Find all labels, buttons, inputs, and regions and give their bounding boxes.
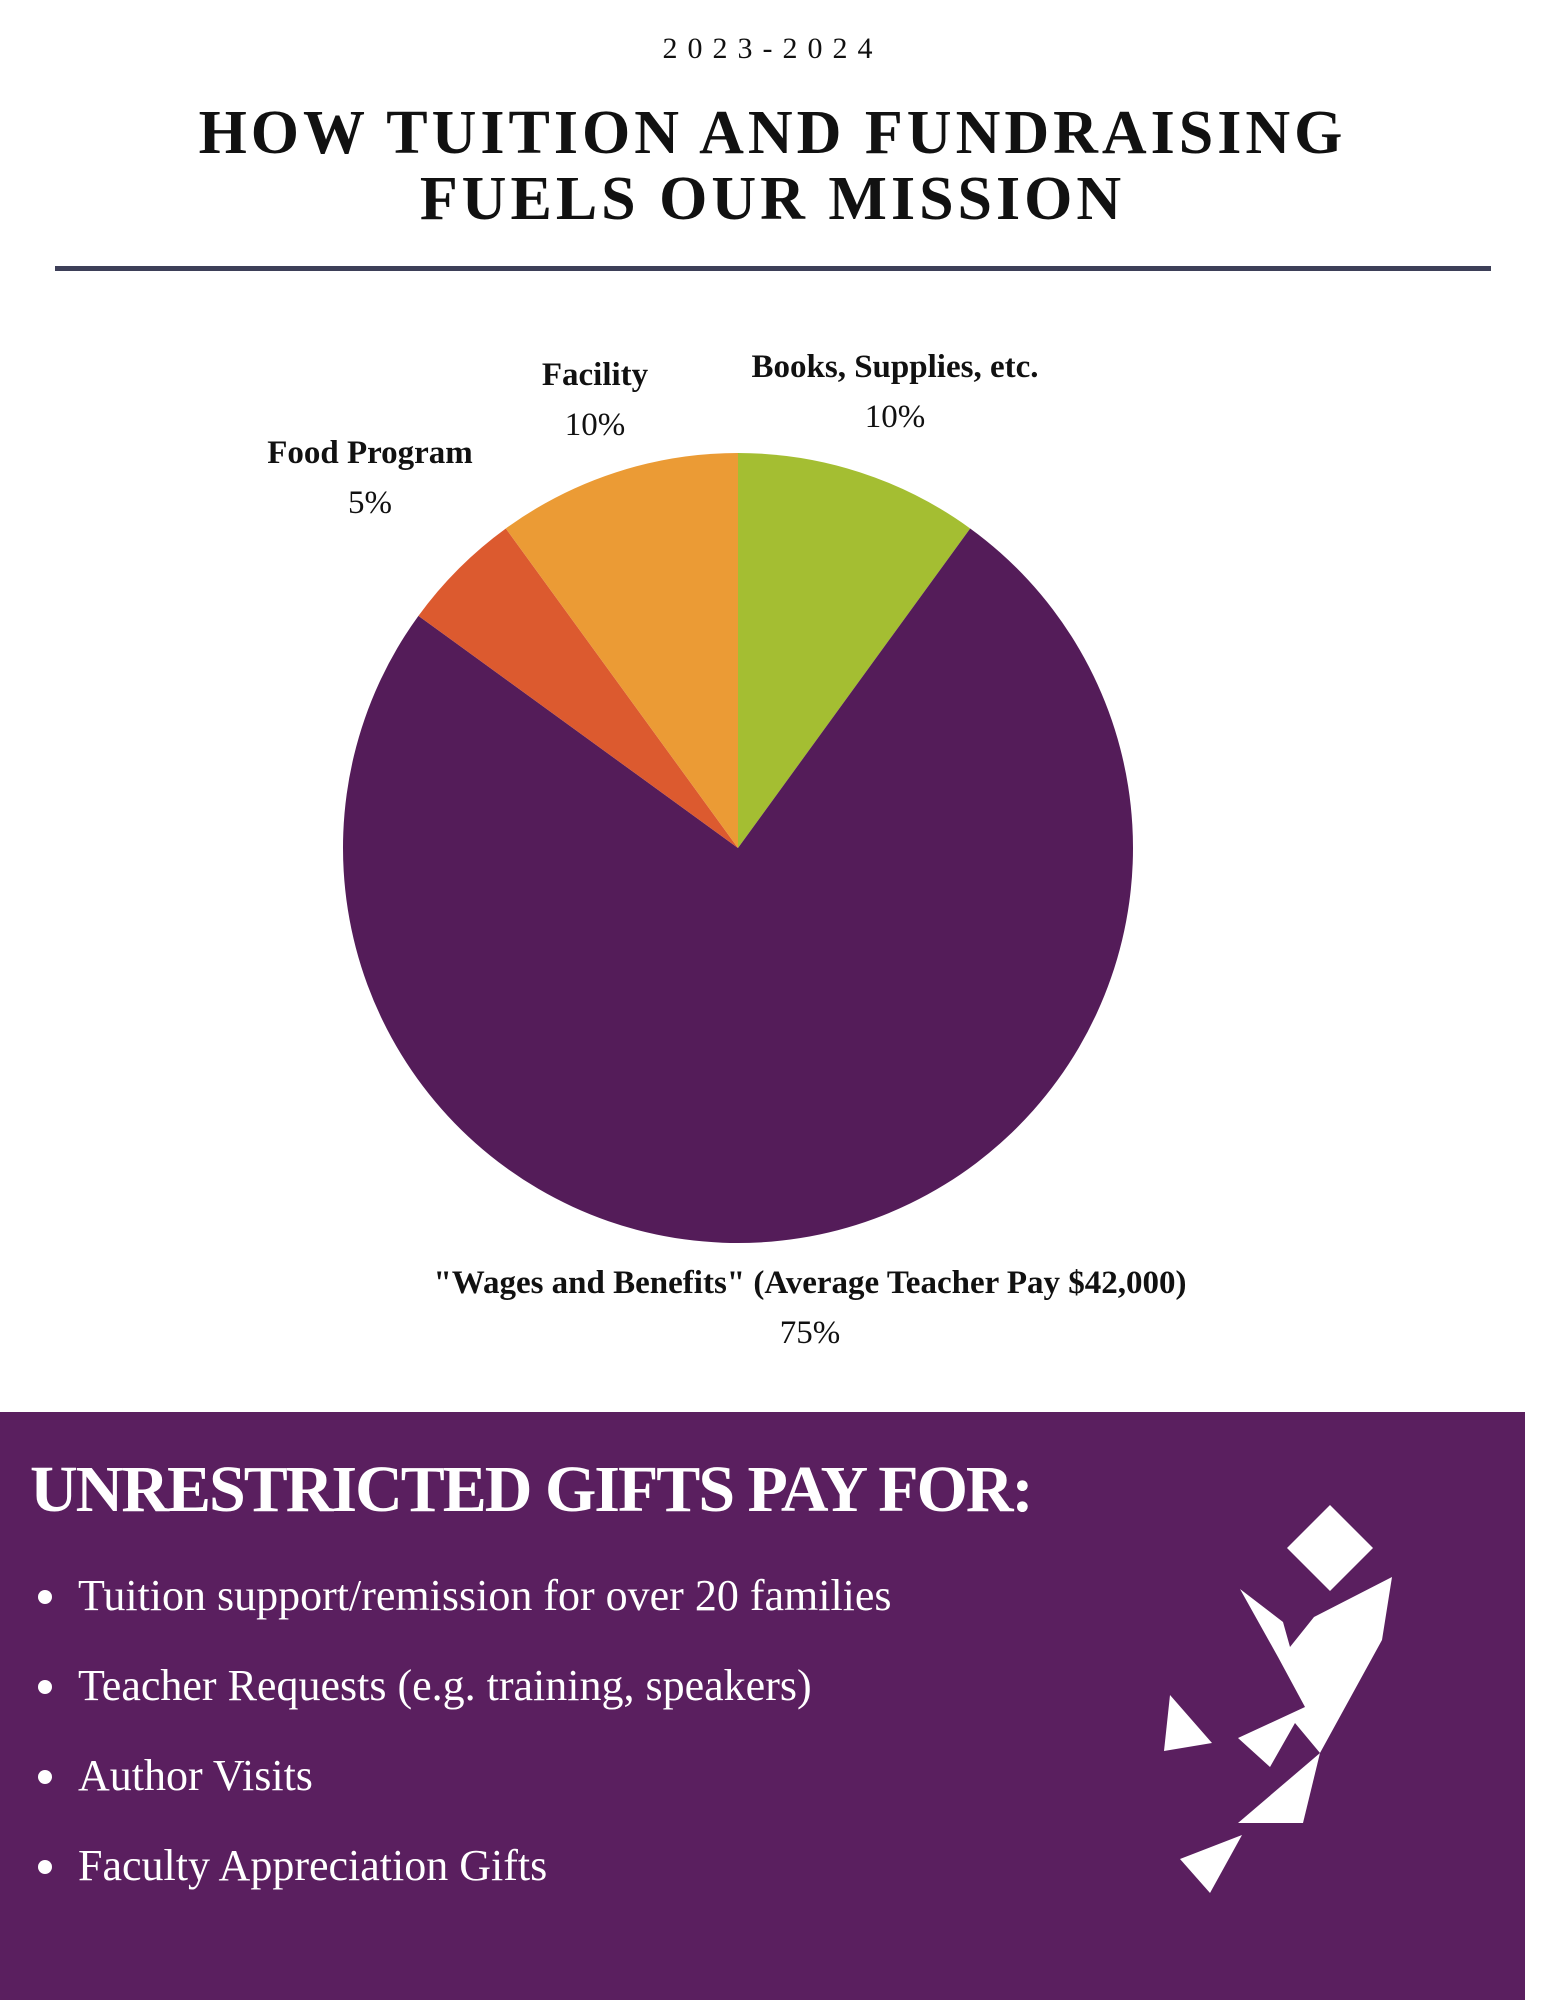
pie-label-wages-pct: 75%: [779, 1315, 841, 1351]
logo-head-diamond: [1287, 1505, 1373, 1591]
gift-item: [30, 1742, 892, 1832]
gift-item: [30, 1832, 892, 1922]
pie-label-food-name: Food Program: [267, 435, 473, 471]
pie-label-facility-name: Facility: [541, 357, 649, 393]
pie-label-facility-pct: 10%: [564, 407, 626, 443]
year-label: 2023-2024: [662, 32, 883, 65]
pie-label-books: [705, 342, 1085, 442]
gift-item-text: Tuition support/remission for over 20 families: [78, 1571, 892, 1620]
pie-label-facility: [520, 350, 670, 450]
pie-label-food-pct: 5%: [348, 485, 392, 521]
logo-hand-triangle: [1164, 1695, 1212, 1751]
logo-torso: [1238, 1577, 1392, 1767]
pie-label-books-pct: 10%: [864, 399, 926, 435]
pie-label-wages-name: "Wages and Benefits" (Average Teacher Pay $42,000): [433, 1265, 1187, 1301]
title-line-2: FUELS OUR MISSION: [419, 165, 1126, 233]
logo-foot-triangle: [1180, 1835, 1242, 1893]
pie-label-wages: [340, 1258, 1280, 1358]
bullet-icon: [38, 1680, 52, 1694]
tangram-figure-icon: [1130, 1505, 1450, 1895]
bullet-icon: [38, 1860, 52, 1874]
bullet-icon: [38, 1770, 52, 1784]
gifts-list: [30, 1562, 892, 1922]
pie-label-books-name: Books, Supplies, etc.: [751, 349, 1039, 385]
gift-item: [30, 1652, 892, 1742]
logo-leg: [1238, 1753, 1320, 1823]
gift-item: [30, 1562, 892, 1652]
pie-label-food: [240, 428, 500, 528]
bullet-icon: [38, 1590, 52, 1604]
title-line-1: HOW TUITION AND FUNDRAISING: [198, 99, 1347, 167]
gift-item-text: Author Visits: [78, 1751, 313, 1800]
gift-item-text: Teacher Requests (e.g. training, speakers): [78, 1661, 812, 1710]
gift-item-text: Faculty Appreciation Gifts: [78, 1841, 548, 1890]
gifts-heading: UNRESTRICTED GIFTS PAY FOR:: [30, 1453, 1032, 1526]
